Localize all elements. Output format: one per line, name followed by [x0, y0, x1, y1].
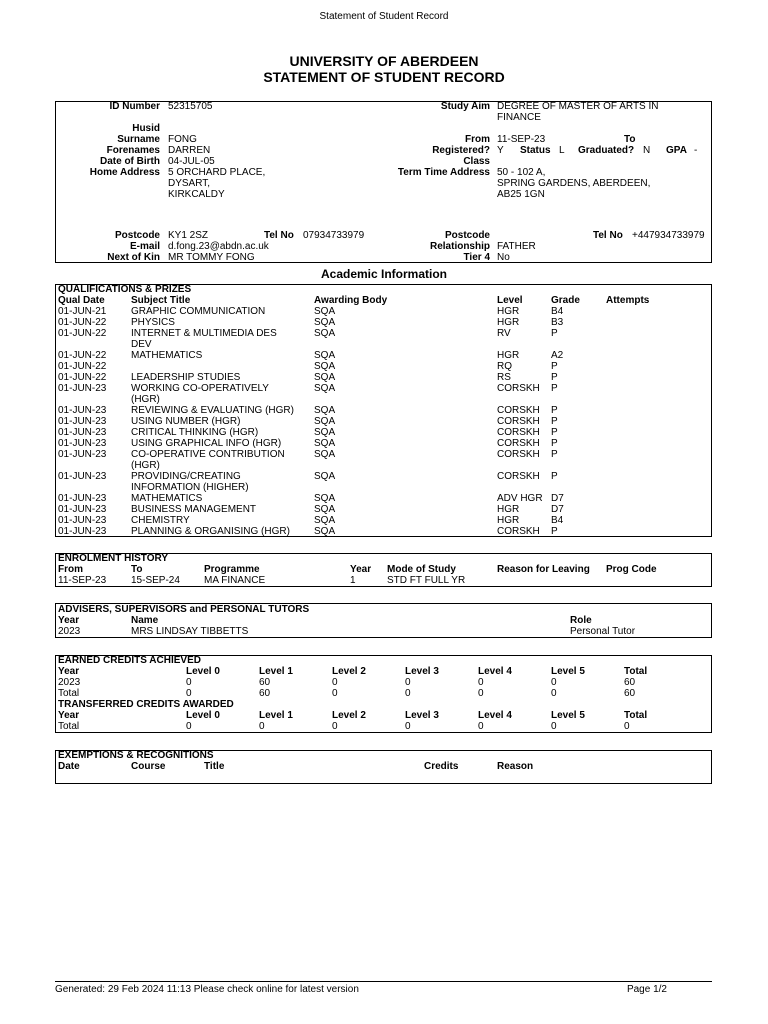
- earned-cell: 0: [551, 677, 557, 688]
- qual-date: 01-JUN-22: [58, 372, 107, 383]
- term-address-line-1: 50 - 102 A,: [497, 167, 546, 178]
- transferred-cell: 0: [259, 721, 265, 732]
- qual-subject-continued: (HGR): [131, 394, 160, 405]
- qual-date: 01-JUN-22: [58, 361, 107, 372]
- qual-grade: P: [551, 427, 558, 438]
- qual-body: SQA: [314, 504, 336, 515]
- qual-date: 01-JUN-22: [58, 328, 107, 339]
- tier4-label: Tier 4: [463, 252, 490, 263]
- enrol-col-from: From: [58, 564, 83, 575]
- qual-subject: REVIEWING & EVALUATING (HGR): [131, 405, 294, 416]
- home-telno-label: Tel No: [264, 230, 294, 241]
- adv-col-name: Name: [131, 615, 159, 626]
- qual-subject: USING GRAPHICAL INFO (HGR): [131, 438, 282, 449]
- footer-divider: [55, 981, 712, 982]
- transferred-cell: 0: [551, 721, 557, 732]
- exempt-col-course: Course: [131, 761, 166, 772]
- earned-cell: 0: [332, 677, 338, 688]
- qual-body: SQA: [314, 515, 336, 526]
- qual-subject: MATHEMATICS: [131, 493, 203, 504]
- qual-level: RS: [497, 372, 511, 383]
- enrol-col-to: To: [131, 564, 143, 575]
- qual-grade: P: [551, 416, 558, 427]
- qual-date: 01-JUN-22: [58, 350, 107, 361]
- earned-cell: 0: [332, 688, 338, 699]
- qual-col-grade: Grade: [551, 295, 580, 306]
- qual-col-date: Qual Date: [58, 295, 105, 306]
- gpa-label: GPA: [666, 145, 687, 156]
- running-title: Statement of Student Record: [319, 11, 449, 22]
- qual-subject: BUSINESS MANAGEMENT: [131, 504, 257, 515]
- statement-title: STATEMENT OF STUDENT RECORD: [263, 69, 505, 85]
- advisers-title: ADVISERS, SUPERVISORS and PERSONAL TUTORS: [58, 604, 310, 615]
- qual-level: CORSKH: [497, 438, 540, 449]
- transferred-col-2: Level 1: [259, 710, 293, 721]
- qual-date: 01-JUN-23: [58, 449, 107, 460]
- term-address-line-2: SPRING GARDENS, ABERDEEN,: [497, 178, 651, 189]
- qual-body: SQA: [314, 372, 336, 383]
- transferred-col-5: Level 4: [478, 710, 512, 721]
- relationship-value: FATHER: [497, 241, 536, 252]
- qual-date: 01-JUN-23: [58, 416, 107, 427]
- earned-cell: 60: [624, 677, 636, 688]
- qual-grade: P: [551, 328, 558, 339]
- university-title: UNIVERSITY OF ABERDEEN: [289, 53, 479, 69]
- enrol-col-mode: Mode of Study: [387, 564, 456, 575]
- home-telno-value: 07934733979: [303, 230, 365, 241]
- earned-cell: 0: [478, 677, 484, 688]
- qual-level: CORSKH: [497, 427, 540, 438]
- study-aim-line-1: DEGREE OF MASTER OF ARTS IN: [497, 101, 659, 112]
- qual-level: CORSKH: [497, 416, 540, 427]
- home-postcode-value: KY1 2SZ: [168, 230, 209, 241]
- from-label: From: [465, 134, 490, 145]
- home-address-line-1: 5 ORCHARD PLACE,: [168, 167, 266, 178]
- earned-col-1: Level 0: [186, 666, 220, 677]
- next-of-kin-value: MR TOMMY FONG: [168, 252, 255, 263]
- qual-body: SQA: [314, 317, 336, 328]
- qual-level: CORSKH: [497, 471, 540, 482]
- qual-subject: GRAPHIC COMMUNICATION: [131, 306, 266, 317]
- adv-name: MRS LINDSAY TIBBETTS: [131, 626, 249, 637]
- enrol-col-year: Year: [350, 564, 372, 575]
- transferred-col-6: Level 5: [551, 710, 585, 721]
- earned-col-3: Level 2: [332, 666, 366, 677]
- earned-col-5: Level 4: [478, 666, 512, 677]
- earned-cell: Total: [58, 688, 80, 699]
- qual-level: ADV HGR: [497, 493, 543, 504]
- adv-role: Personal Tutor: [570, 626, 636, 637]
- exempt-col-title: Title: [204, 761, 225, 772]
- qual-col-subject: Subject Title: [131, 295, 191, 306]
- qual-grade: B4: [551, 306, 564, 317]
- qual-subject: INTERNET & MULTIMEDIA DES: [131, 328, 277, 339]
- qual-level: CORSKH: [497, 383, 540, 394]
- enrol-year: 1: [350, 575, 356, 586]
- qual-grade: P: [551, 405, 558, 416]
- qual-level: CORSKH: [497, 405, 540, 416]
- forenames-value: DARREN: [168, 145, 211, 156]
- qual-grade: P: [551, 526, 558, 537]
- qual-body: SQA: [314, 449, 336, 460]
- qual-date: 01-JUN-22: [58, 317, 107, 328]
- qual-grade: D7: [551, 493, 564, 504]
- qual-grade: P: [551, 361, 558, 372]
- transferred-col-7: Total: [624, 710, 648, 721]
- qual-body: SQA: [314, 350, 336, 361]
- enrol-from: 11-SEP-23: [58, 575, 107, 586]
- qual-subject: PHYSICS: [131, 317, 175, 328]
- home-address-line-3: KIRKCALDY: [168, 189, 225, 200]
- qual-level: HGR: [497, 317, 520, 328]
- term-postcode-label: Postcode: [444, 230, 490, 241]
- graduated-value: N: [643, 145, 651, 156]
- term-telno-label: Tel No: [593, 230, 623, 241]
- qual-body: SQA: [314, 405, 336, 416]
- qual-date: 01-JUN-23: [58, 471, 107, 482]
- exemptions-title: EXEMPTIONS & RECOGNITIONS: [58, 750, 214, 761]
- adv-col-role: Role: [570, 615, 592, 626]
- surname-label: Surname: [117, 134, 160, 145]
- qual-date: 01-JUN-23: [58, 438, 107, 449]
- qual-date: 01-JUN-23: [58, 504, 107, 515]
- exempt-col-credits: Credits: [424, 761, 459, 772]
- qual-grade: P: [551, 449, 558, 460]
- transferred-cell: Total: [58, 721, 80, 732]
- exempt-col-date: Date: [58, 761, 80, 772]
- qual-subject-continued: (HGR): [131, 460, 160, 471]
- qual-level: HGR: [497, 306, 520, 317]
- email-value: d.fong.23@abdn.ac.uk: [168, 241, 269, 252]
- earned-col-0: Year: [58, 666, 80, 677]
- earned-cell: 0: [551, 688, 557, 699]
- earned-col-2: Level 1: [259, 666, 293, 677]
- footer-generated: Generated: 29 Feb 2024 11:13 Please check online for latest version: [55, 984, 359, 995]
- qual-subject-continued: INFORMATION (HIGHER): [131, 482, 249, 493]
- earned-cell: 0: [186, 677, 192, 688]
- graduated-label: Graduated?: [578, 145, 635, 156]
- earned-cell: 2023: [58, 677, 81, 688]
- surname-value: FONG: [168, 134, 197, 145]
- earned-cell: 60: [259, 677, 271, 688]
- transferred-col-4: Level 3: [405, 710, 439, 721]
- qual-grade: B4: [551, 515, 564, 526]
- from-value: 11-SEP-23: [497, 134, 546, 145]
- qual-body: SQA: [314, 493, 336, 504]
- qual-level: HGR: [497, 350, 520, 361]
- qual-date: 01-JUN-21: [58, 306, 107, 317]
- enrol-to: 15-SEP-24: [131, 575, 180, 586]
- earned-col-7: Total: [624, 666, 648, 677]
- qual-level: HGR: [497, 504, 520, 515]
- transferred-cell: 0: [332, 721, 338, 732]
- earned-title: EARNED CREDITS ACHIEVED: [58, 655, 201, 666]
- enrol-mode: STD FT FULL YR: [387, 575, 466, 586]
- earned-cell: 0: [405, 688, 411, 699]
- qual-subject: PLANNING & ORGANISING (HGR): [131, 526, 290, 537]
- qual-grade: B3: [551, 317, 564, 328]
- enrol-col-progcode: Prog Code: [606, 564, 657, 575]
- study-aim-label: Study Aim: [440, 101, 490, 112]
- enrol-col-programme: Programme: [204, 564, 260, 575]
- next-of-kin-label: Next of Kin: [107, 252, 160, 263]
- relationship-label: Relationship: [429, 241, 490, 252]
- earned-cell: 0: [405, 677, 411, 688]
- enrol-col-reason: Reason for Leaving: [497, 564, 590, 575]
- dob-value: 04-JUL-05: [168, 156, 215, 167]
- tier4-value: No: [497, 252, 510, 263]
- qual-grade: P: [551, 471, 558, 482]
- qual-grade: P: [551, 383, 558, 394]
- qual-subject: PROVIDING/CREATING: [131, 471, 241, 482]
- qual-subject: LEADERSHIP STUDIES: [131, 372, 241, 383]
- term-telno-value: +447934733979: [632, 230, 705, 241]
- qual-col-attempts: Attempts: [606, 295, 650, 306]
- term-address-line-3: AB25 1GN: [497, 189, 545, 200]
- qual-body: SQA: [314, 438, 336, 449]
- transferred-col-0: Year: [58, 710, 80, 721]
- enrol-programme: MA FINANCE: [204, 575, 266, 586]
- qual-body: SQA: [314, 427, 336, 438]
- enrolment-title: ENROLMENT HISTORY: [58, 553, 169, 564]
- transferred-cell: 0: [478, 721, 484, 732]
- qual-body: SQA: [314, 416, 336, 427]
- qualifications-title: QUALIFICATIONS & PRIZES: [58, 284, 192, 295]
- class-label: Class: [463, 156, 490, 167]
- qual-grade: P: [551, 372, 558, 383]
- earned-cell: 0: [186, 688, 192, 699]
- status-value: L: [559, 145, 565, 156]
- earned-col-6: Level 5: [551, 666, 585, 677]
- qual-subject: CHEMISTRY: [131, 515, 190, 526]
- qual-grade: P: [551, 438, 558, 449]
- transferred-cell: 0: [405, 721, 411, 732]
- husid-label: Husid: [132, 123, 160, 134]
- qual-subject: CRITICAL THINKING (HGR): [131, 427, 259, 438]
- qual-body: SQA: [314, 361, 336, 372]
- earned-cell: 60: [259, 688, 271, 699]
- qual-body: SQA: [314, 471, 336, 482]
- qual-body: SQA: [314, 328, 336, 339]
- qual-col-level: Level: [497, 295, 523, 306]
- credits-box: [55, 655, 712, 733]
- id-label: ID Number: [109, 101, 160, 112]
- qual-date: 01-JUN-23: [58, 493, 107, 504]
- dob-label: Date of Birth: [100, 156, 160, 167]
- qual-body: SQA: [314, 306, 336, 317]
- qual-date: 01-JUN-23: [58, 427, 107, 438]
- qual-level: CORSKH: [497, 449, 540, 460]
- earned-cell: 0: [478, 688, 484, 699]
- qual-body: SQA: [314, 383, 336, 394]
- qual-subject-continued: DEV: [131, 339, 152, 350]
- qual-col-body: Awarding Body: [314, 295, 388, 306]
- qual-subject: CO-OPERATIVE CONTRIBUTION: [131, 449, 285, 460]
- registered-value: Y: [497, 145, 504, 156]
- transferred-col-3: Level 2: [332, 710, 366, 721]
- academic-information-heading: Academic Information: [320, 267, 448, 281]
- email-label: E-mail: [129, 241, 160, 252]
- to-label: To: [624, 134, 636, 145]
- transferred-cell: 0: [186, 721, 192, 732]
- status-label: Status: [520, 145, 551, 156]
- qual-subject: USING NUMBER (HGR): [131, 416, 241, 427]
- qual-subject: MATHEMATICS: [131, 350, 203, 361]
- home-postcode-label: Postcode: [114, 230, 160, 241]
- qual-grade: A2: [551, 350, 564, 361]
- qual-level: RQ: [497, 361, 512, 372]
- study-aim-line-2: FINANCE: [497, 112, 541, 123]
- gpa-value: -: [694, 145, 698, 156]
- qual-subject: WORKING CO-OPERATIVELY: [131, 383, 269, 394]
- qual-date: 01-JUN-23: [58, 383, 107, 394]
- qual-date: 01-JUN-23: [58, 515, 107, 526]
- transferred-cell: 0: [624, 721, 630, 732]
- qual-level: HGR: [497, 515, 520, 526]
- home-address-line-2: DYSART,: [168, 178, 211, 189]
- earned-col-4: Level 3: [405, 666, 439, 677]
- earned-cell: 60: [624, 688, 636, 699]
- adv-year: 2023: [58, 626, 81, 637]
- qual-date: 01-JUN-23: [58, 405, 107, 416]
- exempt-col-reason: Reason: [497, 761, 534, 772]
- home-address-label: Home Address: [89, 167, 160, 178]
- footer-page: Page 1/2: [626, 984, 667, 995]
- transferred-title: TRANSFERRED CREDITS AWARDED: [58, 699, 234, 710]
- term-address-label: Term Time Address: [397, 167, 490, 178]
- qual-body: SQA: [314, 526, 336, 537]
- forenames-label: Forenames: [106, 145, 160, 156]
- qual-level: CORSKH: [497, 526, 540, 537]
- qual-level: RV: [497, 328, 511, 339]
- qual-grade: D7: [551, 504, 564, 515]
- transferred-col-1: Level 0: [186, 710, 220, 721]
- id-value: 52315705: [168, 101, 213, 112]
- adv-col-year: Year: [58, 615, 80, 626]
- registered-label: Registered?: [432, 145, 490, 156]
- qual-date: 01-JUN-23: [58, 526, 107, 537]
